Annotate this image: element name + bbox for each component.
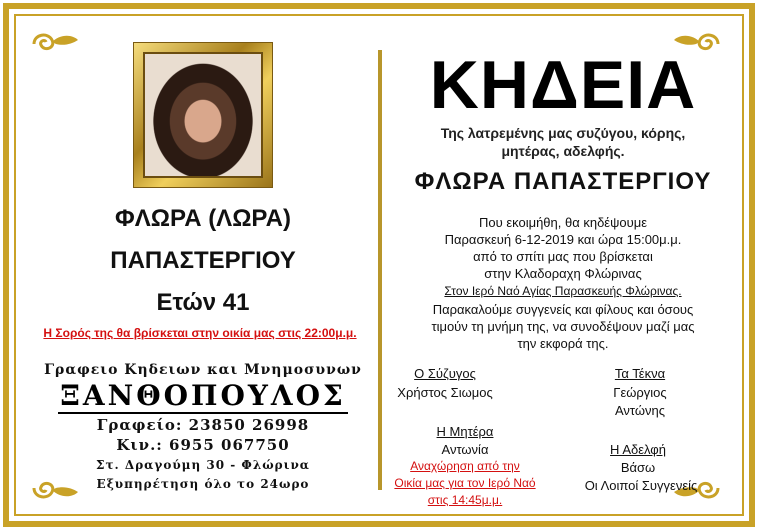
portrait-photo [143,52,263,178]
deceased-name: ΦΛΩΡΑ ΠΑΠΑΣΤΕΡΓΙΟΥ [414,168,712,195]
body-line3: από το σπίτι μας που βρίσκεται [473,249,653,264]
sister-title: Η Αδελφή [610,442,666,457]
body-line1: Που εκοιμήθη, θα κηδέψουμε [478,215,647,230]
sister-name: Βάσω [620,460,656,475]
office-phone: Γραφείο: 23850 26998 [96,416,310,434]
child-1: Γεώργιος [613,385,667,400]
subtitle-line1: Της λατρεμένης μας συζύγου, κόρης, [440,125,686,141]
vertical-divider [378,50,382,490]
child-2: Αντώνης [614,403,666,418]
spouse-title: Ο Σύζυγος [414,366,476,381]
children-title: Τα Τέκνα [614,366,666,381]
company-title: Γραφειο Κηδειων και Μνημοσυνων [44,362,362,378]
company-address: Στ. Δραγούμη 30 - Φλώρινα [95,458,311,472]
portrait-frame [133,42,273,188]
body-line7: την εκφορά της. [517,336,609,351]
church-name: Στον Ιερό Ναό Αγίας Παρασκευής Φλώρινας. [444,284,682,298]
subtitle-line2: μητέρας, αδελφής. [501,143,625,159]
corner-ornament-icon [30,30,82,54]
departure-line3: στις 14:45μ.μ. [427,493,503,507]
spouse-name: Χρήστος Σιωμος [397,385,493,400]
notice-title: ΚΗΔΕΙΑ [429,47,697,123]
mobile-phone: Κιν.: 6955 067750 [116,436,290,454]
other-relatives: Οι Λοιποί Συγγενείς [584,478,698,493]
body-line6: τιμούν τη μνήμη της, να συνοδέψουν μαζί μας [431,319,695,334]
mother-title: Η Μητέρα [436,424,494,439]
service-hours: Εξυπηρέτηση όλο το 24ωρο [96,477,310,491]
deceased-age: Ετών 41 [156,289,250,316]
body-line5: Παρακαλούμε συγγενείς και φίλους και όσους [432,302,694,317]
departure-line2: Οικία μας για τον Ιερό Ναό [394,476,536,490]
deceased-name-line1: ΦΛΩΡΑ (ΛΩΡΑ) [115,205,291,232]
wake-notice: Η Σορός της θα βρίσκεται στην οικία μας στις 22:00μ.μ. [43,326,357,340]
departure-line1: Αναχώρηση από την [410,459,520,473]
body-line2: Παρασκευή 6-12-2019 και ώρα 15:00μ.μ. [444,232,682,247]
company-name: ΞΑΝΘΟΠΟΥΛΟΣ [58,380,348,414]
mother-name: Αντωνία [441,442,489,457]
body-line4: στην Κλαδοραχη Φλώρινας [484,266,642,281]
deceased-name-line2: ΠΑΠΑΣΤΕΡΓΙΟΥ [110,247,296,274]
